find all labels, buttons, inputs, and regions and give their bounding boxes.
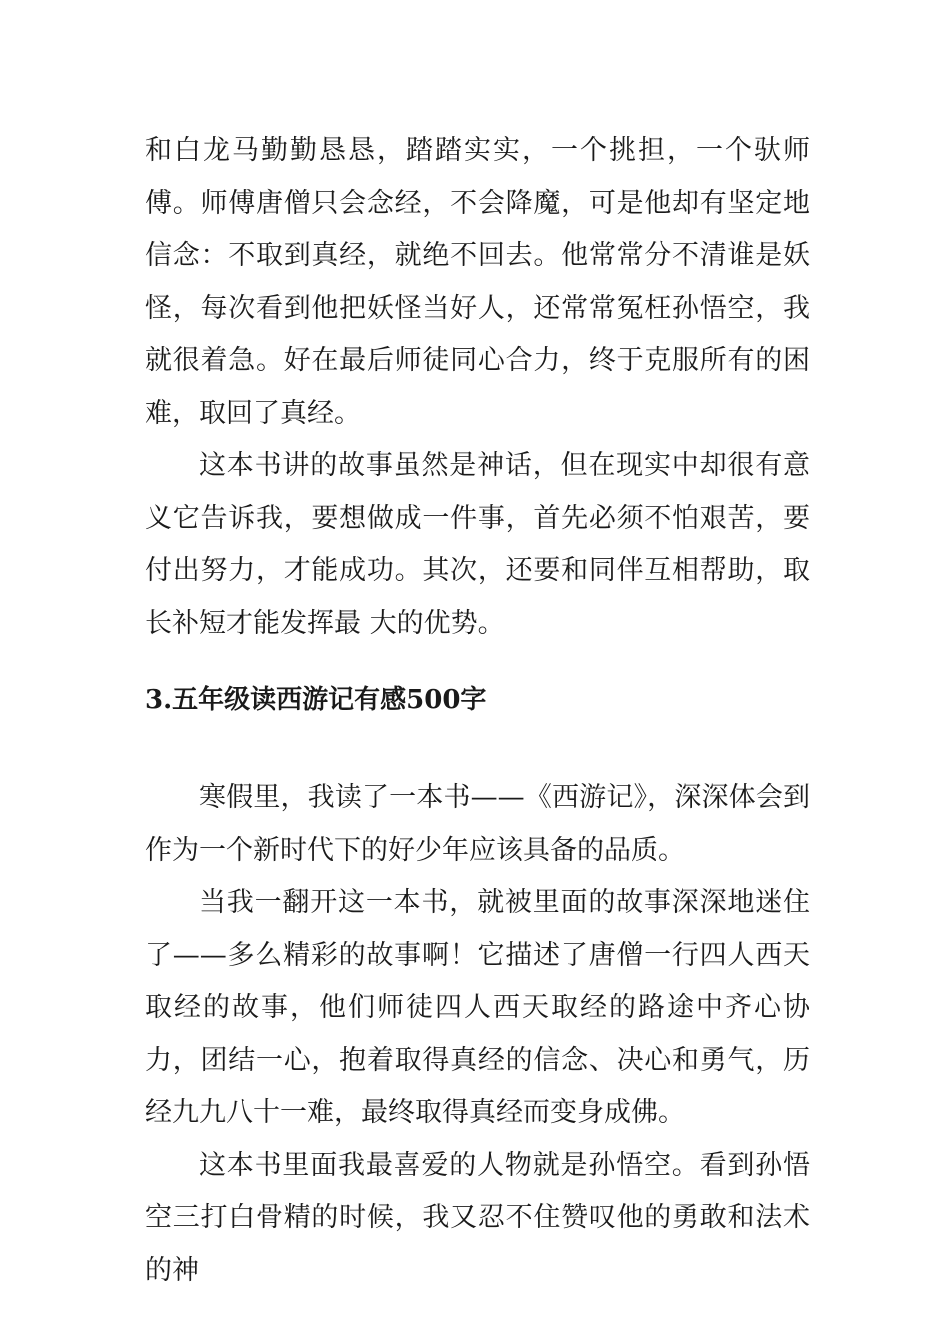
paragraph: 当我一翻开这一本书，就被里面的故事深深地迷住了——多么精彩的故事啊！它描述了唐僧一行四人西天取经的故事，他们师徒四人西天取经的路途中齐心协力，团结一心，抱着取得真经的信念、决心和勇气，历经九九八十一难，最终取得真经而变身成佛。 xyxy=(145,887,810,1128)
paragraph: 这本书里面我最喜爱的人物就是孙悟空。看到孙悟空三打白骨精的时候，我又忍不住赞叹他的勇敢和法术的神 xyxy=(145,1149,810,1286)
paragraph: 这本书讲的故事虽然是神话，但在现实中却很有意义它告诉我，要想做成一件事，首先必须不怕艰苦，要付出努力，才能成功。其次，还要和同伴互相帮助，取长补短才能发挥最 大的优势。 xyxy=(145,450,810,639)
section-1-body xyxy=(145,125,810,650)
section-2-body xyxy=(145,772,810,1297)
paragraph: 和白龙马勤勤恳恳，踏踏实实，一个挑担，一个驮师傅。师傅唐僧只会念经，不会降魔，可是他却有坚定地信念：不取到真经，就绝不回去。他常常分不清谁是妖怪，每次看到他把妖怪当好人，还常常冤枉孙悟空，我就很着急。好在最后师徒同心合力，终于克服所有的困难，取回了真经。 xyxy=(145,135,810,429)
section-heading: 3.五年级读西游记有感500字 xyxy=(145,685,487,715)
paragraph: 寒假里，我读了一本书——《西游记》，深深体会到作为一个新时代下的好少年应该具备的品质。 xyxy=(145,782,810,866)
